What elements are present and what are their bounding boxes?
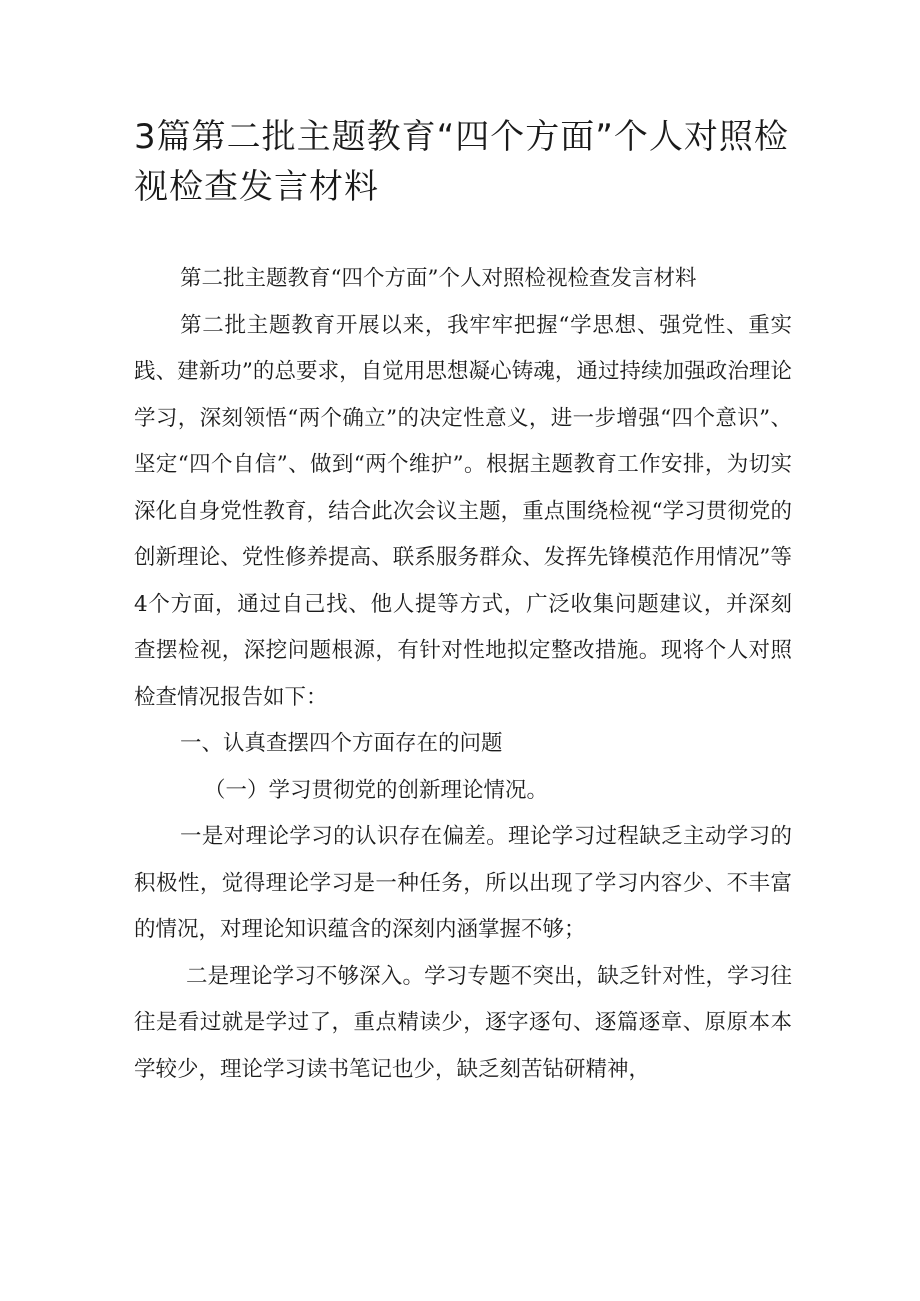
paragraph-point-one: 一是对理论学习的认识存在偏差。理论学习过程缺乏主动学习的积极性，觉得理论学习是一种任务，所以出现了学习内容少、不丰富的情况，对理论知识蕴含的深刻内涵掌握不够； — [134, 824, 792, 942]
document-subtitle: 第二批主题教育“四个方面”个人对照检视检查发言材料 — [180, 266, 697, 291]
section-heading: 一、认真查摆四个方面存在的问题 — [180, 731, 503, 756]
document-title: 3篇第二批主题教育“四个方面”个人对照检视检查发言材料 — [134, 117, 789, 207]
document-body — [134, 256, 792, 1093]
subsection-heading: （一）学习贯彻党的创新理论情况。 — [204, 777, 549, 803]
paragraph-intro: 第二批主题教育开展以来，我牢牢把握“学思想、强党性、重实践、建新功”的总要求，自觉用思想凝心铸魂，通过持续加强政治理论学习，深刻领悟“两个确立”的决定性意义，进一步增强“四个意识”、坚定“四个自信”、做到“两个维护”。根据主题教育工作安排，为切实深化自身党性教育，结合此次会议主题，重点围绕检视“学习贯彻党的创新理论、党性修养提高、联系服务群众、发挥先锋模范作用情况”等4个方面，通过自己找、他人提等方式，广泛收集问题建议，并深刻查摆检视，深挖问题根源，有针对性地拟定整改措施。现将个人对照检查情况报告如下： — [134, 312, 792, 710]
paragraph-point-two: 二是理论学习不够深入。学习专题不突出，缺乏针对性，学习往往是看过就是学过了，重点精读少，逐字逐句、逐篇逐章、原原本本学较少，理论学习读书笔记也少，缺乏刻苦钻研精神， — [134, 963, 792, 1082]
